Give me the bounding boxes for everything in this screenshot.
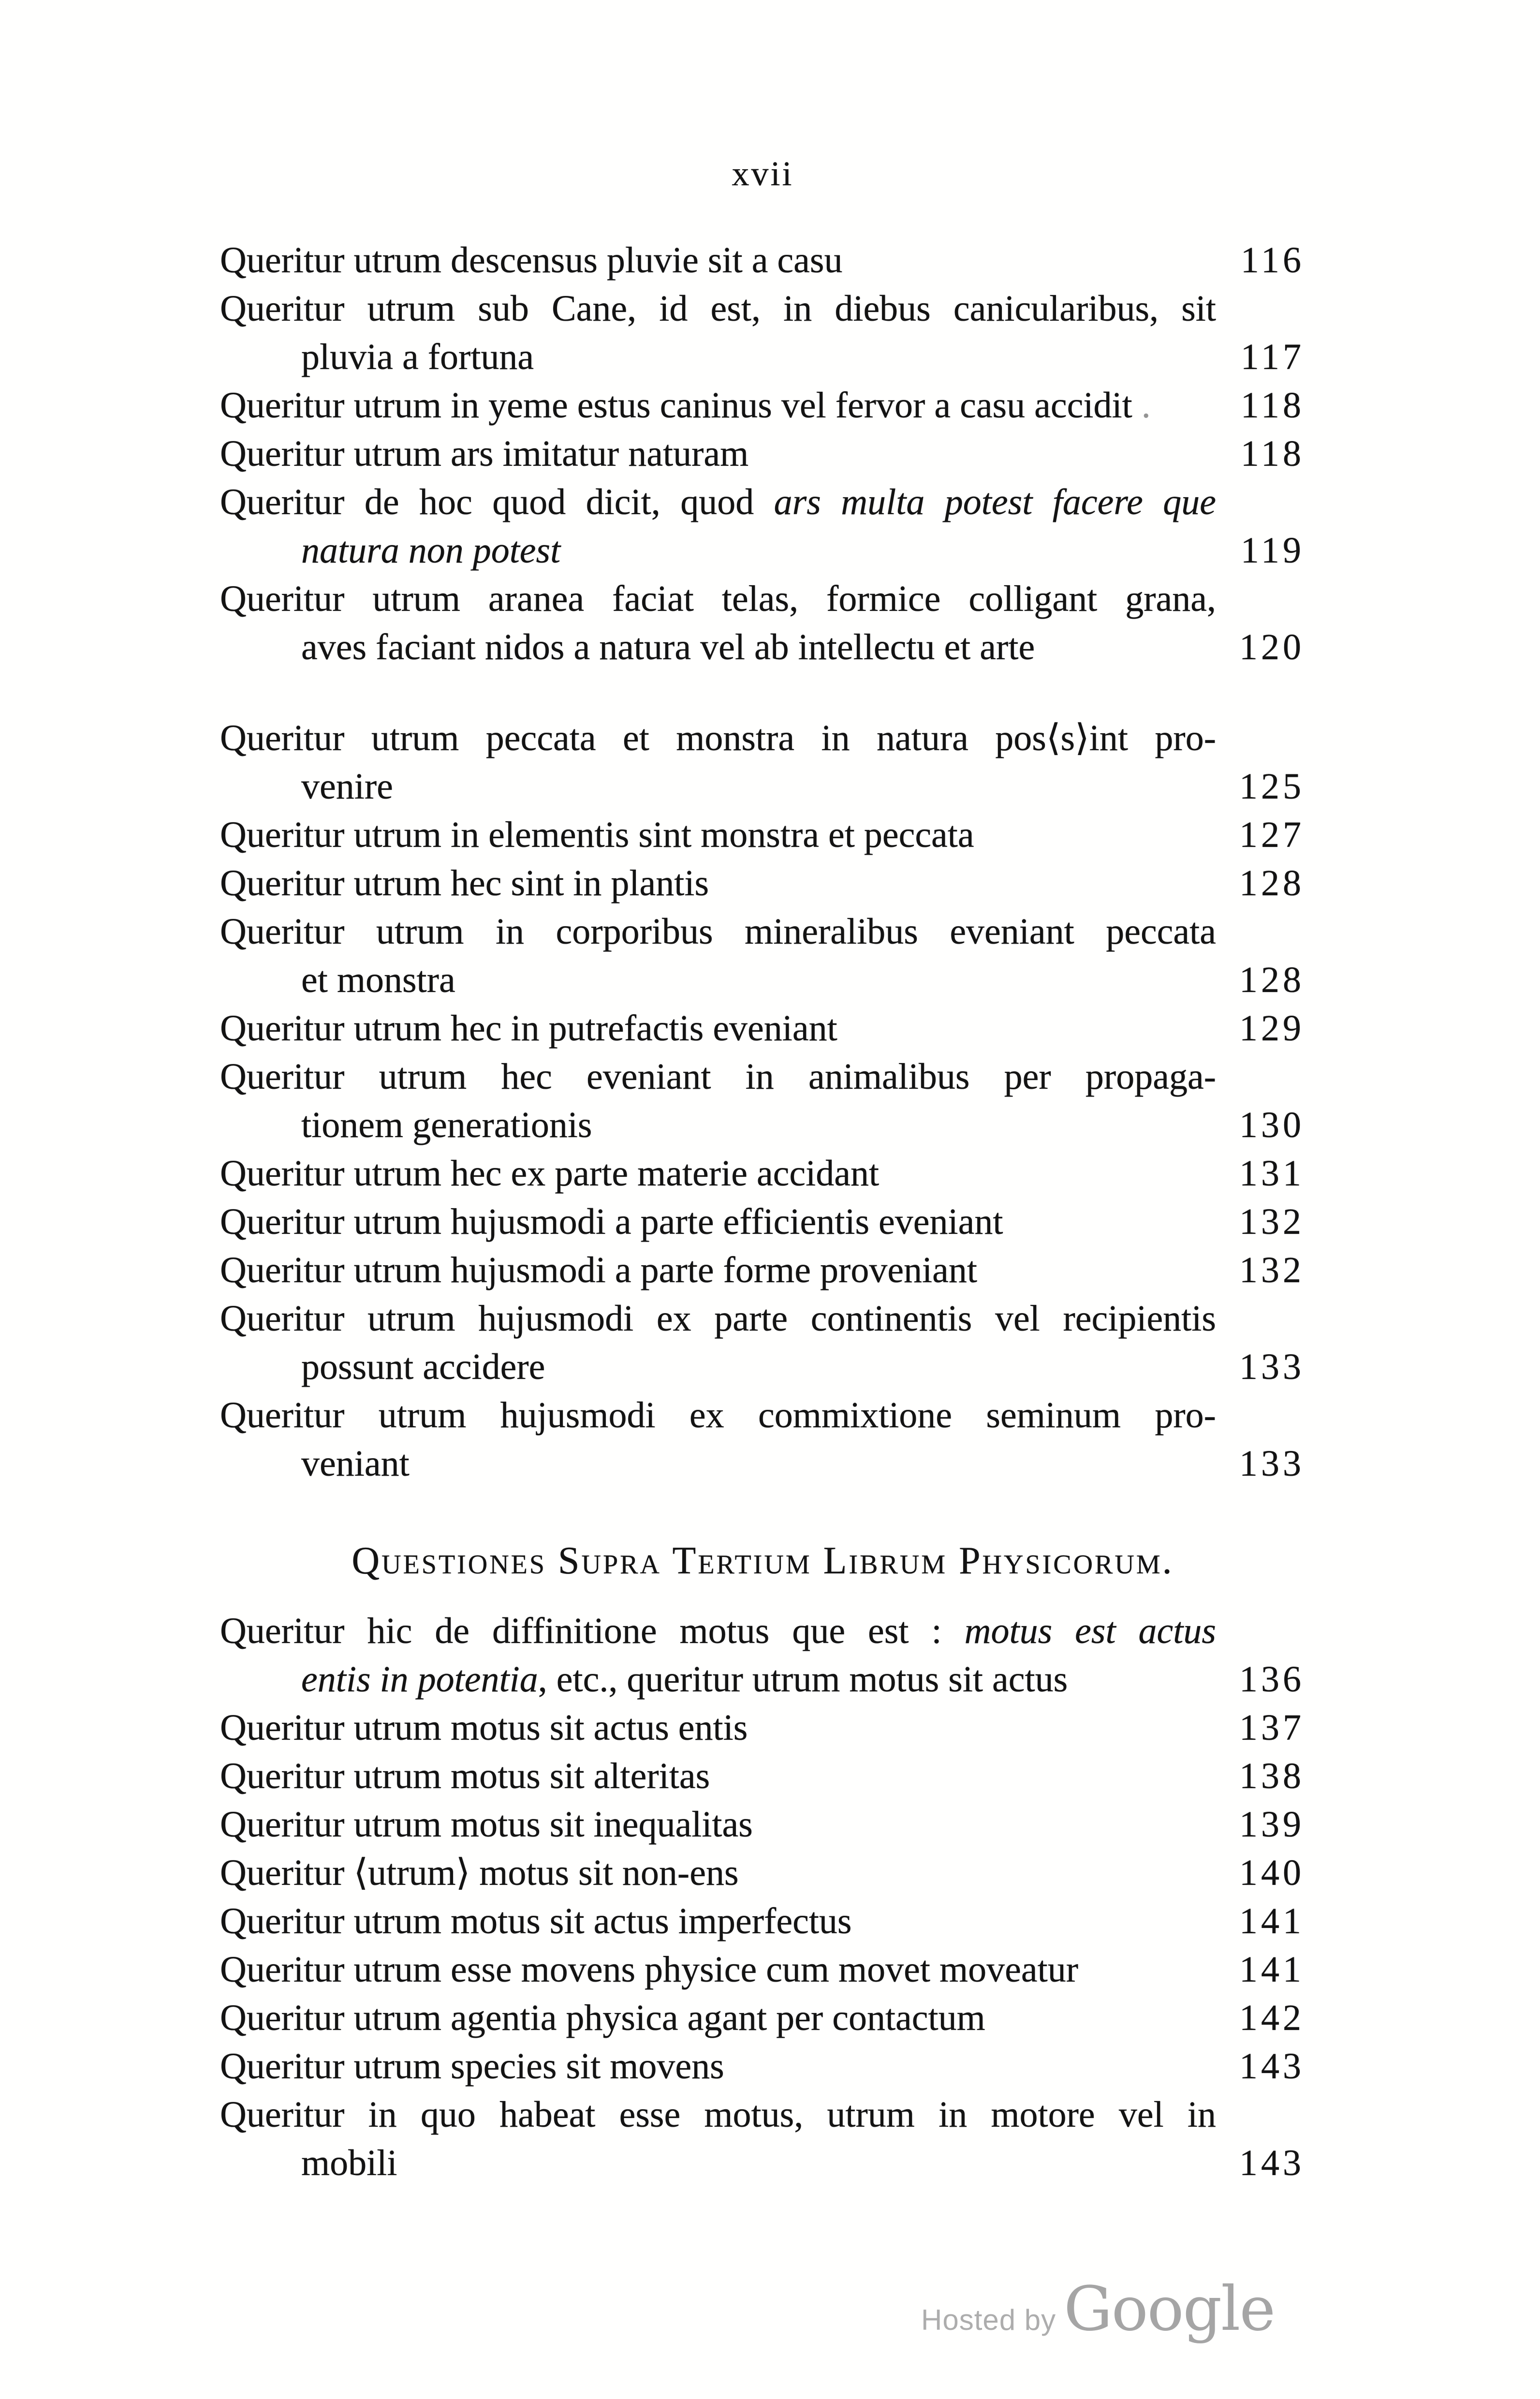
toc-entry <box>220 1945 1305 1994</box>
entry-line <box>220 859 1305 907</box>
entry-page-number: 143 <box>1239 2143 1305 2183</box>
entry-line <box>220 1101 1305 1149</box>
entry-text: et monstra <box>301 960 455 1000</box>
entry-text: Queritur ⟨utrum⟩ motus sit non-ens <box>220 1852 739 1893</box>
entry-page-number: 127 <box>1239 814 1305 855</box>
entry-line <box>220 1246 1305 1294</box>
entry-page-number: 120 <box>1239 627 1305 667</box>
entry-text: venire <box>301 766 393 807</box>
entry-text: mobili <box>301 2143 397 2183</box>
entry-text: Queritur utrum hec sint in plantis <box>220 863 709 903</box>
entry-line <box>220 2090 1216 2139</box>
entry-text: Queritur utrum in corporibus mineralibus eveniant peccata <box>220 911 1216 952</box>
entry-page-number: 141 <box>1239 1949 1305 1990</box>
entry-text: possunt accidere <box>301 1347 545 1387</box>
toc-entry <box>220 1052 1305 1149</box>
entry-line <box>220 236 1305 284</box>
toc-section-1 <box>220 236 1305 671</box>
toc-entry <box>220 1994 1305 2042</box>
entry-text: tionem generationis <box>301 1105 592 1145</box>
entry-page-number: 131 <box>1239 1153 1305 1194</box>
entry-line <box>220 623 1305 671</box>
entry-page-number: 139 <box>1239 1804 1305 1845</box>
entry-text: Queritur utrum agentia physica agant per contactum <box>220 1998 985 2038</box>
entry-text: Queritur utrum in elementis sint monstra et peccata <box>220 814 974 855</box>
entry-text: Queritur utrum hujusmodi ex commixtione seminum pro- <box>220 1395 1216 1436</box>
entry-page-number: 137 <box>1239 1707 1305 1748</box>
toc-entry <box>220 1198 1305 1246</box>
toc-entry <box>220 714 1305 811</box>
entry-text: Queritur utrum hujusmodi ex parte continentis vel recipientis <box>220 1298 1216 1339</box>
entry-line <box>220 526 1305 575</box>
entry-page-number: 129 <box>1239 1008 1305 1049</box>
entry-page-number: 133 <box>1239 1443 1305 1484</box>
entry-line <box>220 1439 1305 1488</box>
toc-entry <box>220 1246 1305 1294</box>
entry-text: Queritur utrum hec eveniant in animalibus per propaga- <box>220 1056 1216 1097</box>
toc-entry <box>220 1004 1305 1052</box>
toc-entry <box>220 381 1305 429</box>
entry-line <box>220 1004 1305 1052</box>
toc-entry <box>220 859 1305 907</box>
toc-entry <box>220 1607 1305 1703</box>
toc-entry <box>220 1391 1305 1488</box>
table-of-contents <box>220 236 1305 2187</box>
entry-line <box>220 2139 1305 2187</box>
entry-page-number: 138 <box>1239 1756 1305 1796</box>
entry-text: Queritur utrum hujusmodi a parte efficientis eveniant <box>220 1201 1003 1242</box>
entry-page-number: 130 <box>1239 1105 1305 1145</box>
entry-text: Queritur utrum aranea faciat telas, formice colligant grana, <box>220 578 1216 619</box>
entry-page-number: 118 <box>1240 433 1305 474</box>
entry-line <box>220 1294 1216 1343</box>
entry-page-number: 133 <box>1239 1347 1305 1387</box>
entry-page-number: 117 <box>1240 337 1305 377</box>
entry-text: aves faciant nidos a natura vel ab intellectu et arte <box>301 627 1035 667</box>
entry-line <box>220 1994 1305 2042</box>
toc-entry <box>220 1800 1305 1849</box>
entry-text: Queritur utrum peccata et monstra in natura pos⟨s⟩int pro- <box>220 718 1216 758</box>
entry-line <box>220 1343 1305 1391</box>
entry-text: Queritur utrum motus sit actus imperfectus <box>220 1901 852 1941</box>
entry-text: Queritur utrum species sit movens <box>220 2046 724 2087</box>
entry-line <box>220 1703 1305 1752</box>
toc-section-2 <box>220 714 1305 1488</box>
entry-page-number: 140 <box>1239 1852 1305 1893</box>
entry-line <box>220 1052 1216 1101</box>
entry-text: Queritur utrum motus sit actus entis <box>220 1707 748 1748</box>
entry-line <box>220 381 1305 429</box>
entry-page-number: 143 <box>1239 2046 1305 2087</box>
entry-line <box>220 1752 1305 1800</box>
entry-text: Queritur utrum in yeme estus caninus vel fervor a casu accidit . <box>220 385 1151 426</box>
entry-page-number: 125 <box>1239 766 1305 807</box>
entry-page-number: 128 <box>1239 863 1305 903</box>
entry-text: Queritur utrum esse movens physice cum movet moveatur <box>220 1949 1079 1990</box>
toc-entry <box>220 811 1305 859</box>
entry-line <box>220 333 1305 381</box>
entry-text: Queritur in quo habeat esse motus, utrum in motore vel in <box>220 2094 1216 2135</box>
toc-entry <box>220 236 1305 284</box>
page-folio-roman-numeral: xvii <box>732 154 794 193</box>
watermark <box>921 2273 1308 2344</box>
toc-entry <box>220 284 1305 381</box>
entry-line <box>220 575 1216 623</box>
entry-line <box>220 1849 1305 1897</box>
entry-text: Queritur utrum hec in putrefactis eveniant <box>220 1008 837 1049</box>
entry-text: Queritur de hoc quod dicit, quod ars multa potest facere que <box>220 482 1216 522</box>
toc-entry <box>220 478 1305 575</box>
entry-line <box>220 762 1305 811</box>
entry-text: Queritur utrum hec ex parte materie accidant <box>220 1153 880 1194</box>
entry-line <box>220 714 1216 762</box>
entry-page-number: 132 <box>1239 1250 1305 1290</box>
toc-entry <box>220 1149 1305 1198</box>
entry-line <box>220 284 1216 333</box>
entry-line <box>220 2042 1305 2090</box>
entry-line <box>220 956 1305 1004</box>
entry-page-number: 116 <box>1240 240 1305 281</box>
toc-entry <box>220 2042 1305 2090</box>
toc-entry <box>220 907 1305 1004</box>
toc-entry <box>220 429 1305 478</box>
entry-line <box>220 1198 1305 1246</box>
entry-text: Queritur utrum ars imitatur naturam <box>220 433 749 474</box>
entry-page-number: 136 <box>1239 1659 1305 1700</box>
entry-page-number: 141 <box>1239 1901 1305 1941</box>
entry-page-number: 118 <box>1240 385 1305 426</box>
entry-page-number: 132 <box>1239 1201 1305 1242</box>
google-logo: Google <box>1064 2273 1275 2344</box>
entry-text: natura non potest <box>301 530 561 571</box>
entry-line <box>220 1897 1305 1945</box>
toc-entry <box>220 575 1305 671</box>
toc-entry <box>220 2090 1305 2187</box>
entry-page-number: 128 <box>1239 960 1305 1000</box>
toc-section-3 <box>220 1534 1305 2187</box>
entry-text: Queritur utrum motus sit alteritas <box>220 1756 710 1796</box>
toc-entry <box>220 1752 1305 1800</box>
toc-entry <box>220 1849 1305 1897</box>
entry-line <box>220 1655 1305 1703</box>
entry-text: veniant <box>301 1443 410 1484</box>
entry-line <box>220 1945 1305 1994</box>
entry-line <box>220 1800 1305 1849</box>
entry-page-number: 142 <box>1239 1998 1305 2038</box>
toc-entry <box>220 1294 1305 1391</box>
entry-line <box>220 907 1216 956</box>
toc-entry <box>220 1703 1305 1752</box>
watermark-hosted-by-label: Hosted by <box>921 2304 1056 2336</box>
entry-text: Queritur utrum descensus pluvie sit a casu <box>220 240 843 281</box>
entry-text: Queritur utrum motus sit inequalitas <box>220 1804 753 1845</box>
entry-line <box>220 478 1216 526</box>
entry-text: pluvia a fortuna <box>301 337 534 377</box>
section-heading: Questiones Supra Tertium Librum Physicorum. <box>352 1540 1174 1582</box>
entry-text: Queritur utrum sub Cane, id est, in diebus canicularibus, sit <box>220 288 1216 329</box>
toc-entry <box>220 1897 1305 1945</box>
entry-line <box>220 811 1305 859</box>
entry-line <box>220 1607 1216 1655</box>
entry-text: Queritur utrum hujusmodi a parte forme proveniant <box>220 1250 978 1290</box>
entry-page-number: 119 <box>1240 530 1305 571</box>
entry-text: entis in potentia, etc., queritur utrum motus sit actus <box>301 1659 1068 1700</box>
entry-line <box>220 429 1305 478</box>
entry-line <box>220 1391 1216 1439</box>
entry-line <box>220 1149 1305 1198</box>
entry-text: Queritur hic de diffinitione motus que est : motus est actus <box>220 1611 1216 1651</box>
